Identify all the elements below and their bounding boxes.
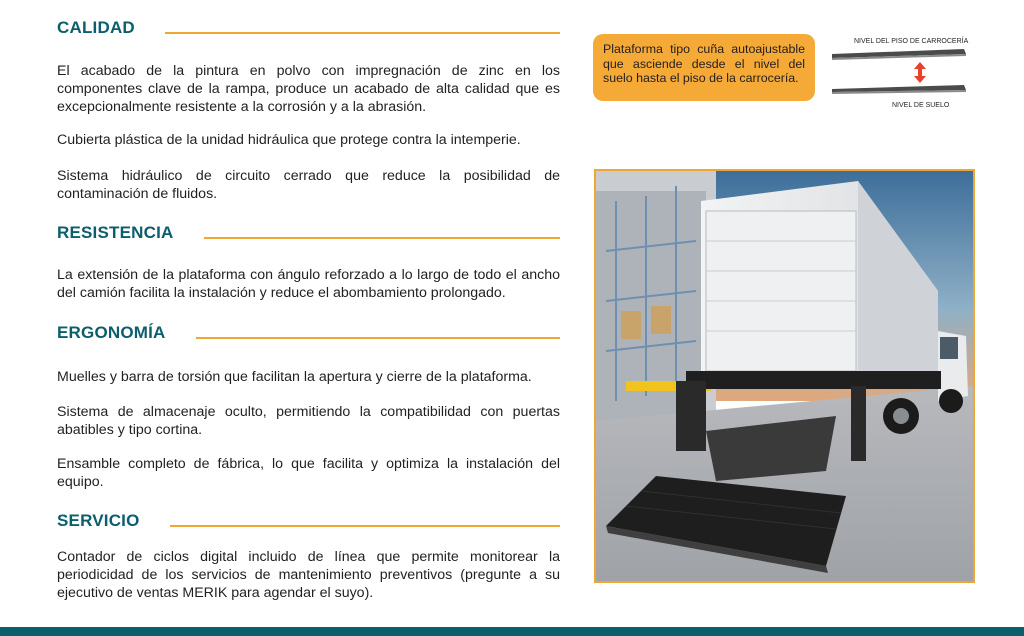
diagram-bottom-label: NIVEL DE SUELO	[892, 102, 950, 109]
heading-divider	[204, 237, 561, 239]
paragraph-ergonomia-1: Muelles y barra de torsión que facilitan la apertura y cierre de la plataforma.	[57, 369, 532, 385]
section-header-resistencia	[57, 221, 560, 245]
section-header-ergonomia	[57, 321, 560, 345]
section-title-resistencia: RESISTENCIA	[57, 223, 174, 242]
section-header-servicio	[57, 509, 560, 533]
section-header-calidad	[57, 16, 560, 40]
section-title-servicio: SERVICIO	[57, 511, 140, 530]
footer-bar	[0, 627, 1024, 636]
heading-divider	[196, 337, 560, 339]
platform-level-diagram	[828, 34, 976, 110]
up-down-arrow-icon	[914, 62, 926, 83]
paragraph-resistencia-1: La extensión de la plataforma con ángulo reforzado a lo largo de todo el ancho del camión facilita la instalación y reduce el abombamiento prolongado.	[57, 267, 560, 301]
feature-note-box	[593, 34, 815, 101]
truck-liftgate-illustration	[596, 171, 973, 581]
section-title-ergonomia: ERGONOMÍA	[57, 323, 166, 342]
paragraph-ergonomia-3: Ensamble completo de fábrica, lo que facilita y optimiza la instalación del equipo.	[57, 456, 560, 490]
diagram-top-label: NIVEL DEL PISO DE CARROCERÍA	[854, 38, 969, 45]
heading-divider	[165, 32, 560, 34]
paragraph-ergonomia-2: Sistema de almacenaje oculto, permitiendo la compatibilidad con puertas abatibles y tipo cortina.	[57, 404, 560, 438]
truck-liftgate-photo	[594, 169, 975, 583]
paragraph-calidad-1: El acabado de la pintura en polvo con impregnación de zinc en los componentes clave de la rampa, produce un acabado de alta calidad que es excepcionalmente resistente a la corrosión y a la abrasión.	[57, 63, 560, 115]
paragraph-servicio-1: Contador de ciclos digital incluido de línea que permite monitorear la periodicidad de los servicios de mantenimiento preventivos (pregunte a su ejecutivo de ventas MERIK para agendar el suyo).	[57, 549, 560, 601]
heading-divider	[170, 525, 560, 527]
section-title-calidad: CALIDAD	[57, 18, 135, 37]
paragraph-calidad-2: Cubierta plástica de la unidad hidráulica que protege contra la intemperie.	[57, 132, 521, 148]
paragraph-calidad-3: Sistema hidráulico de circuito cerrado que reduce la posibilidad de contaminación de fluidos.	[57, 168, 560, 202]
feature-note-text: Plataforma tipo cuña autoajustable que asciende desde el nivel del suelo hasta el piso de la carrocería.	[603, 42, 805, 85]
